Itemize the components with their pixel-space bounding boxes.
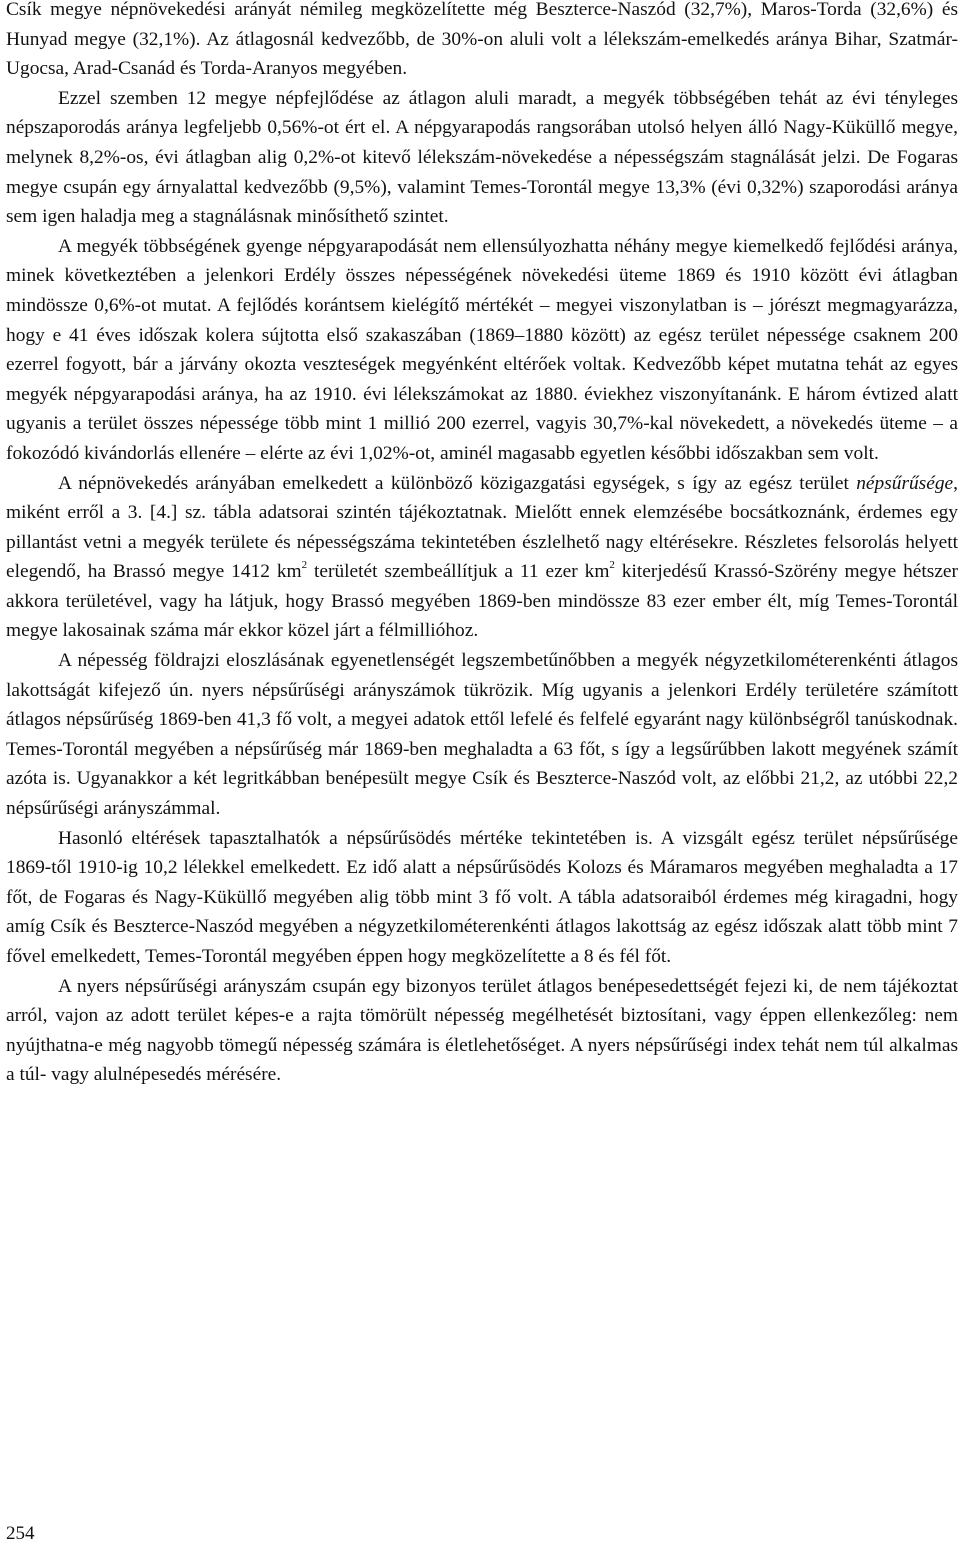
- paragraph-5: A népesség földrajzi eloszlásának egyenetlenségét legszembetűnőbben a megyék négyzetkilométerenkénti átlagos lakottságát kifejező ún. nyers népsűrűségi arányszámok tükrözik. Míg ugyanis a jelenkori Erdély területére számított átlagos népsűrűség 1869-ben 41,3 fő volt, a megyei adatok ettől lefelé és felfelé egyaránt nagy különbségről tanúskodnak. Temes-Torontál megyében a népsűrűség már 1869-ben meghaladta a 63 főt, s így a legsűrűbben lakott megyének számít azóta is. Ugyanakkor a két legritkábban benépesült megye Csík és Beszterce-Naszód volt, az előbbi 21,2, az utóbbi 22,2 népsűrűségi arányszámmal.: [6, 650, 958, 820]
- superscript-1: 2: [301, 558, 308, 571]
- paragraph-4-text-c: területét szembeállítjuk a 11 ezer km: [307, 561, 610, 583]
- document-page: [6, 0, 958, 1090]
- paragraph-1: Csík megye népnövekedési arányát némileg megközelítette még Beszterce-Naszód (32,7%), Maros-Torda (32,6%) és Hunyad megye (32,1%). Az átlagosnál kedvezőbb, de 30%-on aluli volt a lélekszám-emelkedés aránya Bihar, Szatmár-Ugocsa, Arad-Csanád és Torda-Aranyos megyében.: [6, 0, 958, 80]
- paragraph-4: [6, 469, 958, 647]
- paragraph-4-text-a: A népnövekedés arányában emelkedett a különböző közigazgatási egységek, s így az egész terület: [58, 472, 857, 494]
- paragraph-4-text-b: , miként erről a 3. [4.] sz. tábla adatsorai szintén tájékoztatnak. Mielőtt ennek elemzésébe bocsátkoznánk, érdemes egy pillantást vetni a megyék területe és népességszáma tekintetében észlelhető nagy eltérésekre. Részletes felsorolás helyett elegendő, ha Brassó megye 1412 km: [6, 472, 958, 583]
- paragraph-4-italic-term: népsűrűsége: [856, 472, 954, 494]
- paragraph-3: A megyék többségének gyenge népgyarapodását nem ellensúlyozhatta néhány megye kiemelkedő fejlődési aránya, minek következtében a jelenkori Erdély összes népességének növekedési üteme 1869 és 1910 között évi átlagban mindössze 0,6%-ot mutat. A fejlődés korántsem kielégítő mértékét – megyei viszonylatban is – jórészt megmagyarázza, hogy e 41 éves időszak kolera sújtotta első szakaszában (1869–1880 között) az egész terület népessége csaknem 200 ezerrel fogyott, bár a járvány okozta veszteségek megyénként eltérőek voltak. Kedvezőbb képet mutatna tehát az egyes megyék népgyarapodási aránya, ha az 1910. évi lélekszámokat az 1880. éviekhez viszonyítanánk. E három évtized alatt ugyanis a terület összes népessége több mint 1 millió 200 ezerrel, vagyis 30,7%-kal növekedett, a növekedés üteme – a fokozódó kivándorlás ellenére – elérte az évi 1,02%-ot, aminél magasabb egyetlen későbbi időszakban sem volt.: [6, 235, 958, 464]
- paragraph-7: A nyers népsűrűségi arányszám csupán egy bizonyos terület átlagos benépesedettségét fejezi ki, de nem tájékoztat arról, vajon az adott terület képes-e a rajta tömörült népesség megélhetését biztosítani, vagy éppen ellenkezőleg: nem nyújthatna-e még nagyobb tömegű népesség számára is életlehetőséget. A nyers népsűrűségi index tehát nem túl alkalmas a túl- vagy alulnépesedés mérésére.: [6, 975, 958, 1086]
- superscript-2: 2: [609, 558, 615, 571]
- paragraph-6: Hasonló eltérések tapasztalhatók a népsűrűsödés mértéke tekintetében is. A vizsgált egész terület népsűrűsége 1869-től 1910-ig 10,2 lélekkel emelkedett. Ez idő alatt a népsűrűsödés Kolozs és Máramaros megyében meghaladta a 17 főt, de Fogaras és Nagy-Küküllő megyében alig több mint 3 fő volt. A tábla adatsoraiból érdemes még kiragadni, hogy amíg Csík és Beszterce-Naszód megyében a négyzetkilométerenkénti átlagos lakottság az egész időszak alatt több mint 7 fővel emelkedett, Temes-Torontál megyében éppen hogy megközelítette a 8 és fél főt.: [6, 827, 958, 967]
- page-number: 254: [6, 1523, 35, 1544]
- paragraph-4-text-d: kiterjedésű Krassó-Szörény megye hétszer akkora területével, vagy ha látjuk, hogy Brassó megyében 1869-ben mindössze 83 ezer ember élt, míg Temes-Torontál megye lakosainak száma már ekkor közel járt a félmillióhoz.: [6, 561, 958, 642]
- paragraph-2: Ezzel szemben 12 megye népfejlődése az átlagon aluli maradt, a megyék többségében tehát az évi tényleges népszaporodás aránya legfeljebb 0,56%-ot ért el. A népgyarapodás rangsorában utolsó helyen álló Nagy-Küküllő megye, melynek 8,2%-os, évi átlagban alig 0,2%-ot kitevő lélekszám-növekedése a népességszám stagnálását jelzi. De Fogaras megye csupán egy árnyalattal kedvezőbb (9,5%), valamint Temes-Torontál megye 13,3% (évi 0,32%) szaporodási aránya sem igen haladja meg a stagnálásnak minősíthető szintet.: [6, 87, 958, 228]
